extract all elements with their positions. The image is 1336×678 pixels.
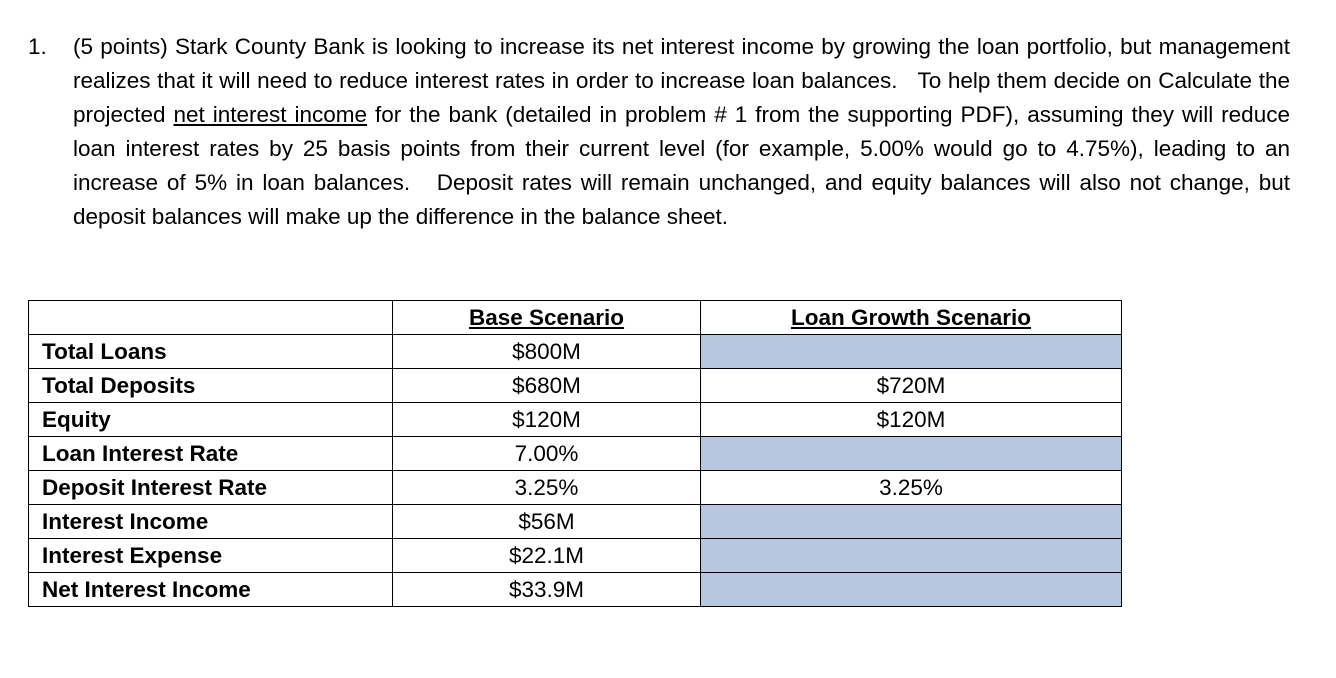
- question-text-part1: (5 points) Stark County Bank is looking to increase its net interest income by growing the loan portfolio, but management realizes that it will need to reduce interest rates in order to increase loan balances. To help them decide on Calculate the projected: [73, 34, 1290, 127]
- base-value: $33.9M: [393, 573, 701, 607]
- growth-value: 3.25%: [701, 471, 1122, 505]
- row-label: Total Deposits: [29, 369, 393, 403]
- base-value: $800M: [393, 335, 701, 369]
- table-row: [29, 505, 1122, 539]
- table-row: [29, 471, 1122, 505]
- question-text: [73, 30, 1290, 234]
- table-row: [29, 437, 1122, 471]
- table-row: [29, 369, 1122, 403]
- growth-answer-cell[interactable]: [701, 335, 1122, 369]
- table-row: [29, 573, 1122, 607]
- growth-answer-cell[interactable]: [701, 573, 1122, 607]
- base-value: $56M: [393, 505, 701, 539]
- table-row: [29, 403, 1122, 437]
- row-label: Loan Interest Rate: [29, 437, 393, 471]
- base-value: 7.00%: [393, 437, 701, 471]
- growth-value: $720M: [701, 369, 1122, 403]
- table-row: [29, 335, 1122, 369]
- question-block: [28, 30, 1290, 234]
- row-label: Interest Income: [29, 505, 393, 539]
- row-label: Total Loans: [29, 335, 393, 369]
- row-label: Equity: [29, 403, 393, 437]
- question-number: 1.: [28, 34, 47, 59]
- scenario-table: [28, 300, 1122, 607]
- base-value: $680M: [393, 369, 701, 403]
- header-base-scenario: Base Scenario: [393, 301, 701, 335]
- header-loan-growth-scenario: Loan Growth Scenario: [701, 301, 1122, 335]
- header-label-cell: [29, 301, 393, 335]
- growth-answer-cell[interactable]: [701, 539, 1122, 573]
- base-value: 3.25%: [393, 471, 701, 505]
- row-label: Net Interest Income: [29, 573, 393, 607]
- base-value: $120M: [393, 403, 701, 437]
- row-label: Deposit Interest Rate: [29, 471, 393, 505]
- question-underlined-term: net interest income: [173, 102, 368, 127]
- table-row: [29, 539, 1122, 573]
- question-text-part2: for the bank (detailed in problem # 1 from the supporting PDF), assuming they will reduce loan interest rates by 25 basis points from their current level (for example, 5.00% would go to 4.75%), leading to an increase of 5% in loan balances. Deposit rates will remain unchanged, and equity balances will also not change, but deposit balances will make up the difference in the balance sheet.: [73, 102, 1290, 229]
- growth-value: $120M: [701, 403, 1122, 437]
- growth-answer-cell[interactable]: [701, 437, 1122, 471]
- row-label: Interest Expense: [29, 539, 393, 573]
- growth-answer-cell[interactable]: [701, 505, 1122, 539]
- table-header-row: [29, 301, 1122, 335]
- base-value: $22.1M: [393, 539, 701, 573]
